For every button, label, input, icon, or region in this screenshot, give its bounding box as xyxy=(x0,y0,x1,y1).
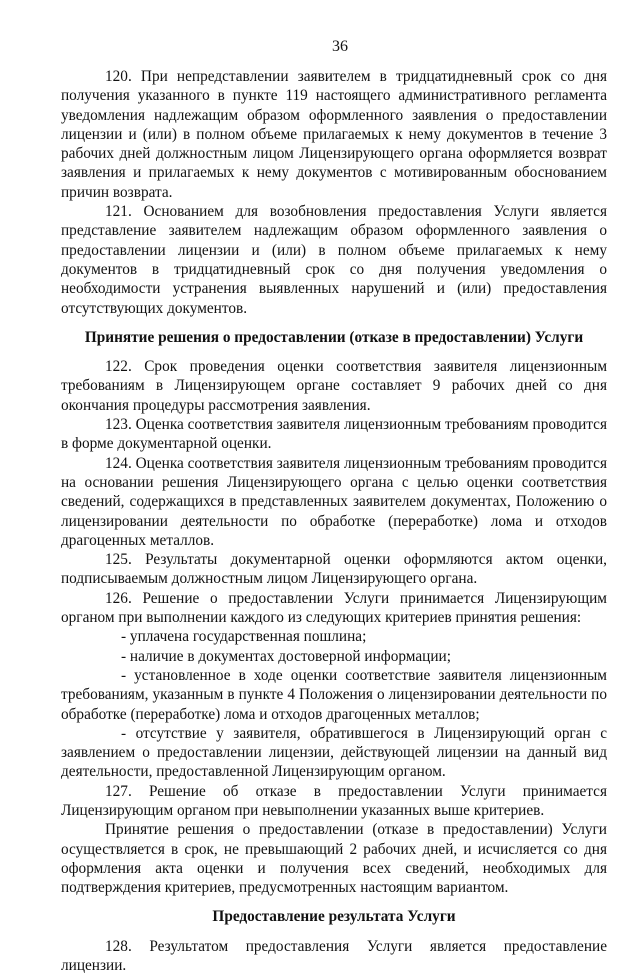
document-page xyxy=(61,37,607,975)
criterion-item: - отсутствие у заявителя, обратившегося в Лицензирующий орган с заявлением о предоставлении лицензии, действующей лицензии на данный вид деятельности, предоставленной Лицензирующим органом. xyxy=(61,724,607,781)
paragraph-122: 122. Срок проведения оценки соответствия заявителя лицензионным требованиям в Лицензирующем органе составляет 9 рабочих дней со дня окончания процедуры рассмотрения заявления. xyxy=(61,358,607,414)
section-heading-result: Предоставление результата Услуги xyxy=(212,908,456,926)
criterion-item: - установленное в ходе оценки соответствие заявителя лицензионным требованиям, указанным в пункте 4 Положения о лицензировании деятельности по обработке (переработке) лома и отходов драгоценных металлов; xyxy=(61,666,607,723)
paragraph-125: 125. Результаты документарной оценки оформляются актом оценки, подписываемым должностным лицом Лицензирующего органа. xyxy=(61,551,607,588)
paragraph-decision-term: Принятие решения о предоставлении (отказе в предоставлении) Услуги осуществляется в срок, не превышающий 2 рабочих дней, и исчисляется со дня оформления акта оценки и получения всех сведений, необходимых для подтверждения критериев, предусмотренных настоящим вариантом. xyxy=(61,821,607,897)
paragraph-123: 123. Оценка соответствия заявителя лицензионным требованиям проводится в форме документарной оценки. xyxy=(61,416,607,453)
paragraph-124: 124. Оценка соответствия заявителя лицензионным требованиям проводится на основании решения Лицензирующего органа с целью оценки соответствия сведений, содержащихся в представленных заявителем документах, Положению о лицензировании деятельности по обработке (переработке) лома и отходов драгоценных металлов. xyxy=(61,454,607,549)
paragraph-128: 128. Результатом предоставления Услуги является предоставление лицензии. xyxy=(61,937,607,975)
paragraph-121: 121. Основанием для возобновления предоставления Услуги является представление заявителем надлежащим образом оформленного заявления о предоставлении лицензии и (или) в полном объеме прилагаемых к нему документов в тридцатидневный срок со дня получения уведомления о необходимости устранения выявленных нарушений и (или) предоставления отсутствующих документов. xyxy=(61,203,607,317)
paragraph-126: 126. Решение о предоставлении Услуги принимается Лицензирующим органом при выполнении каждого из следующих критериев принятия решения: xyxy=(61,589,607,627)
page-number: 36 xyxy=(332,38,348,55)
paragraph-120: 120. При непредставлении заявителем в тридцатидневный срок со дня получения указанного в пункте 119 настоящего административного регламента уведомления надлежащим образом оформленного заявления о предоставлении лицензии и (или) в полном объеме прилагаемых к нему документов в течение 3 рабочих дней должностным лицом Лицензирующего органа оформляется возврат заявления и прилагаемых к нему документов с мотивированным обоснованием причин возврата. xyxy=(61,68,607,201)
criterion-item: - уплачена государственная пошлина; xyxy=(121,628,367,646)
section-heading-decision: Принятие решения о предоставлении (отказе в предоставлении) Услуги xyxy=(84,328,584,346)
paragraph-127: 127. Решение об отказе в предоставлении Услуги принимается Лицензирующим органом при невыполнении указанных выше критериев. xyxy=(61,782,607,819)
criterion-item: - наличие в документах достоверной информации; xyxy=(121,647,451,665)
